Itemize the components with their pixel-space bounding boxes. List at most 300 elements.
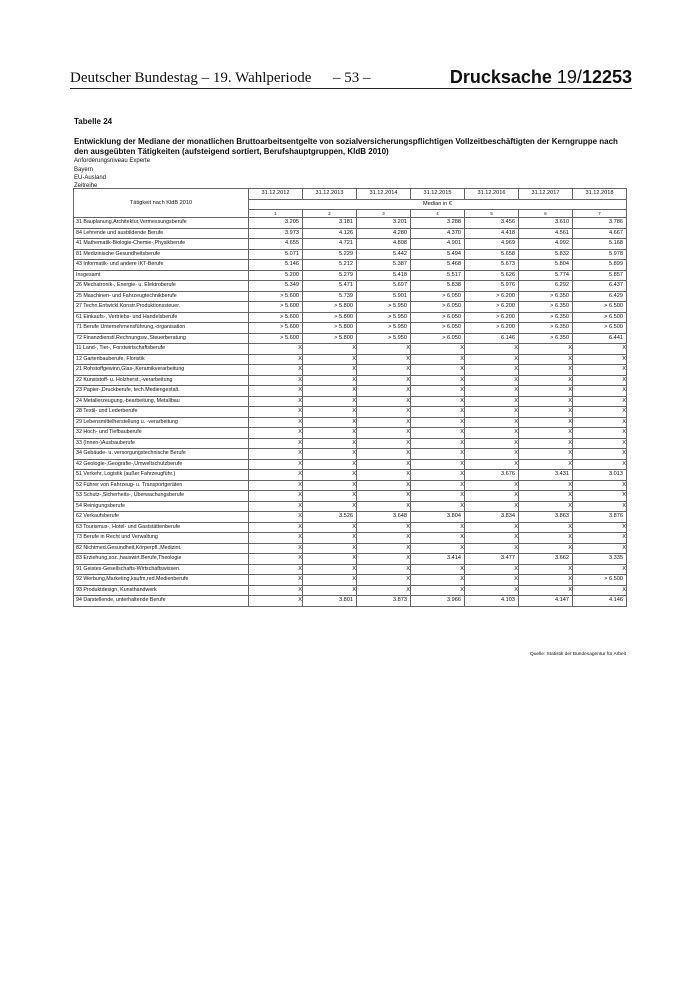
median-value-cell: X: [357, 417, 411, 428]
table-row: [74, 312, 627, 323]
table-row: [74, 344, 627, 355]
median-value-cell: > 6.050: [411, 312, 465, 323]
column-index: 5: [465, 210, 519, 218]
median-value-cell: 4.667: [573, 228, 627, 239]
median-value-cell: X: [357, 365, 411, 376]
median-value-cell: X: [465, 396, 519, 407]
median-value-cell: X: [303, 522, 357, 533]
median-value-cell: 3.456: [465, 218, 519, 229]
table-row: [74, 470, 627, 481]
median-value-cell: X: [519, 344, 573, 355]
median-value-cell: X: [249, 554, 303, 565]
median-value-cell: X: [465, 585, 519, 596]
occupation-label: 54 Reinigungsberufe: [74, 501, 249, 512]
median-value-cell: > 6.350: [519, 302, 573, 313]
meta-series: Zeitreihe: [74, 183, 98, 189]
table-row: [74, 228, 627, 239]
median-value-cell: 5.774: [519, 270, 573, 281]
median-value-cell: X: [249, 564, 303, 575]
source-note: Quelle: Statistik der Bundesagentur für Arbeit: [530, 652, 626, 657]
median-value-cell: X: [303, 575, 357, 586]
median-value-cell: > 5.950: [357, 323, 411, 334]
median-value-cell: X: [465, 522, 519, 533]
table-row: [74, 386, 627, 397]
median-value-cell: X: [519, 438, 573, 449]
median-value-cell: > 6.200: [465, 312, 519, 323]
median-value-cell: 5.229: [303, 249, 357, 260]
median-value-cell: X: [411, 375, 465, 386]
occupation-label: 43 Informatik- und andere IKT-Berufe: [74, 260, 249, 271]
median-value-cell: X: [465, 417, 519, 428]
table-row: [74, 512, 627, 523]
median-value-cell: 4.992: [519, 239, 573, 250]
year-header: 31.12.2013: [303, 189, 357, 200]
table-row: [74, 218, 627, 229]
occupation-label: 71 Berufe Unternehmensführung,-organisation: [74, 323, 249, 334]
occupation-label: 52 Führer von Fahrzeug- u. Transportgeräten: [74, 480, 249, 491]
occupation-label: 11 Land-, Tier-, Forstwirtschaftsberufe: [74, 344, 249, 355]
occupation-label: 93 Produktdesign, Kunsthandwerk: [74, 585, 249, 596]
median-value-cell: X: [357, 585, 411, 596]
median-value-cell: > 6.350: [519, 291, 573, 302]
median-value-cell: X: [357, 354, 411, 365]
median-value-cell: 5.349: [249, 281, 303, 292]
median-value-cell: X: [411, 491, 465, 502]
median-value-cell: X: [357, 375, 411, 386]
header-rule: [70, 88, 632, 89]
median-value-cell: X: [411, 522, 465, 533]
median-value-cell: X: [465, 428, 519, 439]
median-value-cell: X: [411, 459, 465, 470]
median-value-cell: X: [249, 533, 303, 544]
median-value-cell: X: [303, 554, 357, 565]
table-row: [74, 281, 627, 292]
median-value-cell: > 5.950: [357, 312, 411, 323]
table-row: [74, 533, 627, 544]
median-value-cell: 5.838: [411, 281, 465, 292]
median-value-cell: X: [465, 344, 519, 355]
median-value-cell: 5.697: [357, 281, 411, 292]
year-header: 31.12.2014: [357, 189, 411, 200]
table-row: [74, 459, 627, 470]
table-row: [74, 501, 627, 512]
median-value-cell: > 5.600: [249, 333, 303, 344]
occupation-label: 22 Kunststoff- u. Holzherst.,-verarbeitung: [74, 375, 249, 386]
table-row: [74, 407, 627, 418]
median-value-cell: > 5.600: [249, 291, 303, 302]
median-value-cell: X: [357, 564, 411, 575]
median-value-cell: X: [357, 438, 411, 449]
occupation-label: 92 Werbung,Marketing,kaufm,red.Medienberufe: [74, 575, 249, 586]
occupation-label: 84 Lehrende und ausbildende Berufe: [74, 228, 249, 239]
publication-title: Deutscher Bundestag – 19. Wahlperiode: [70, 70, 312, 86]
table-row: [74, 302, 627, 313]
table-row: [74, 575, 627, 586]
median-value-cell: X: [411, 575, 465, 586]
table-row: [74, 249, 627, 260]
median-value-cell: 5.200: [249, 270, 303, 281]
median-value-cell: 3.648: [357, 512, 411, 523]
median-value-cell: X: [249, 417, 303, 428]
wage-median-table: [73, 188, 627, 607]
table-row: [74, 480, 627, 491]
document-id: 12253: [581, 67, 632, 87]
median-value-cell: X: [357, 449, 411, 460]
median-value-cell: X: [411, 365, 465, 376]
median-value-cell: > 5.800: [303, 312, 357, 323]
median-value-cell: X: [519, 354, 573, 365]
median-value-cell: X: [303, 417, 357, 428]
median-value-cell: X: [519, 480, 573, 491]
occupation-label: 24 Metallerzeugung,-bearbeitung, Metallbau: [74, 396, 249, 407]
median-value-cell: 3.205: [249, 218, 303, 229]
occupation-label: 29 Lebensmittelherstellung u. -verarbeitung: [74, 417, 249, 428]
median-value-cell: 6.429: [573, 291, 627, 302]
median-value-cell: X: [357, 480, 411, 491]
median-value-cell: X: [303, 533, 357, 544]
median-value-cell: X: [465, 564, 519, 575]
table-row: [74, 365, 627, 376]
median-value-cell: X: [249, 575, 303, 586]
median-value-cell: 3.834: [465, 512, 519, 523]
median-value-cell: 4.655: [249, 239, 303, 250]
median-value-cell: X: [303, 480, 357, 491]
median-value-cell: X: [411, 438, 465, 449]
occupation-label: 26 Mechatronik-, Energie- u. Elektroberufe: [74, 281, 249, 292]
median-value-cell: X: [357, 522, 411, 533]
median-value-cell: > 6.500: [573, 302, 627, 313]
occupation-label: 82 Nichtmed.Gesundheit,Körperpfl.,Medizint.: [74, 543, 249, 554]
median-value-cell: X: [519, 459, 573, 470]
page-number: – 53 –: [333, 70, 371, 86]
meta-origin: EU-Ausland: [74, 175, 107, 181]
median-value-cell: 4.146: [573, 596, 627, 607]
median-value-cell: 4.418: [465, 228, 519, 239]
median-value-cell: 3.876: [573, 512, 627, 523]
occupation-label: 62 Verkaufsberufe: [74, 512, 249, 523]
median-value-cell: X: [573, 522, 627, 533]
median-value-cell: X: [573, 501, 627, 512]
median-value-cell: X: [411, 428, 465, 439]
median-value-cell: X: [303, 438, 357, 449]
occupation-label: 53 Schutz-,Sicherheits-, Überwachungsberufe: [74, 491, 249, 502]
occupation-label: 12 Gartenbauberufe, Floristik: [74, 354, 249, 365]
median-value-cell: X: [357, 575, 411, 586]
median-value-cell: > 5.950: [357, 333, 411, 344]
occupation-label: 23 Papier-,Druckberufe, tech.Mediengestalt.: [74, 386, 249, 397]
median-value-cell: 4.969: [465, 239, 519, 250]
median-value-cell: > 6.500: [573, 575, 627, 586]
table-row: [74, 543, 627, 554]
median-value-cell: X: [411, 585, 465, 596]
median-value-cell: > 5.800: [303, 302, 357, 313]
table-row: [74, 417, 627, 428]
occupation-label: 42 Geologie-,Geografie-,Umweltschutzberufe: [74, 459, 249, 470]
median-value-cell: 6.292: [519, 281, 573, 292]
median-value-cell: X: [411, 396, 465, 407]
occupation-label: 91 Geistes-Gesellschafts-Wirtschaftswissen.: [74, 564, 249, 575]
median-value-cell: X: [573, 365, 627, 376]
median-value-cell: X: [303, 491, 357, 502]
document-number: [450, 67, 632, 88]
median-value-cell: > 6.350: [519, 333, 573, 344]
median-value-cell: X: [303, 564, 357, 575]
median-value-cell: 3.526: [303, 512, 357, 523]
occupation-label: 33 (Innen-)Ausbauberufe: [74, 438, 249, 449]
median-value-cell: X: [573, 491, 627, 502]
median-value-cell: X: [249, 512, 303, 523]
median-value-cell: X: [249, 491, 303, 502]
median-value-cell: 3.804: [411, 512, 465, 523]
median-value-cell: > 5.600: [249, 323, 303, 334]
median-value-cell: X: [303, 344, 357, 355]
year-header-row: [74, 189, 627, 200]
table-row: [74, 375, 627, 386]
median-value-cell: X: [465, 386, 519, 397]
median-value-cell: 4.901: [411, 239, 465, 250]
median-value-cell: 4.561: [519, 228, 573, 239]
median-value-cell: X: [573, 564, 627, 575]
median-value-cell: X: [249, 344, 303, 355]
median-value-cell: X: [303, 585, 357, 596]
median-value-cell: X: [465, 459, 519, 470]
table-title: Entwicklung der Mediane der monatlichen Bruttoarbeitsentgelte von sozialversicherungspflichtigen Vollzeitbeschäftigten der Kerngruppe nach den ausgeübten Tätigkeiten (aufsteigend sortiert, Berufshauptgruppen, KldB 2010): [74, 137, 618, 156]
occupation-label: 63 Tourismus-, Hotel- und Gaststättenberufe: [74, 522, 249, 533]
median-value-cell: 5.804: [519, 260, 573, 271]
median-value-cell: 3.431: [519, 470, 573, 481]
median-value-cell: X: [573, 449, 627, 460]
median-value-cell: X: [519, 396, 573, 407]
median-value-cell: X: [357, 428, 411, 439]
median-value-cell: X: [465, 375, 519, 386]
table-row: [74, 449, 627, 460]
column-index: 3: [357, 210, 411, 218]
table-row: [74, 564, 627, 575]
median-value-cell: X: [411, 354, 465, 365]
table-row: [74, 354, 627, 365]
median-value-cell: 4.103: [465, 596, 519, 607]
median-value-cell: X: [249, 470, 303, 481]
median-value-cell: X: [465, 354, 519, 365]
median-value-cell: X: [411, 344, 465, 355]
median-value-cell: X: [519, 407, 573, 418]
median-value-cell: X: [519, 543, 573, 554]
median-value-cell: X: [303, 375, 357, 386]
table-body: [74, 218, 627, 607]
median-value-cell: > 6.350: [519, 323, 573, 334]
median-value-cell: 3.477: [465, 554, 519, 565]
median-value-cell: > 6.200: [465, 291, 519, 302]
table-row: [74, 396, 627, 407]
occupation-label: 81 Medizinische Gesundheitsberufe: [74, 249, 249, 260]
column-index: 2: [303, 210, 357, 218]
table-row: [74, 323, 627, 334]
median-value-cell: X: [465, 480, 519, 491]
median-value-cell: X: [465, 501, 519, 512]
median-value-cell: 3.662: [519, 554, 573, 565]
median-value-cell: > 6.050: [411, 333, 465, 344]
median-value-cell: 3.873: [357, 596, 411, 607]
median-value-cell: X: [249, 480, 303, 491]
median-value-cell: > 5.950: [357, 302, 411, 313]
median-value-cell: 5.146: [249, 260, 303, 271]
table-row: [74, 596, 627, 607]
median-value-cell: X: [573, 438, 627, 449]
median-value-cell: X: [303, 354, 357, 365]
occupation-header: Tätigkeit nach KldB 2010: [74, 189, 249, 218]
median-value-cell: 5.517: [411, 270, 465, 281]
median-value-cell: X: [249, 501, 303, 512]
occupation-label: 61 Einkaufs-, Vertriebs- und Handelsberufe: [74, 312, 249, 323]
median-value-cell: X: [411, 417, 465, 428]
median-value-cell: X: [249, 375, 303, 386]
median-value-cell: X: [411, 449, 465, 460]
median-value-cell: X: [249, 396, 303, 407]
median-value-cell: X: [303, 501, 357, 512]
occupation-label: 32 Hoch- und Tiefbauberufe: [74, 428, 249, 439]
table-row: [74, 260, 627, 271]
year-header: 31.12.2018: [573, 189, 627, 200]
meta-level: Anforderungsniveau Experte: [74, 158, 151, 164]
occupation-label: 34 Gebäude- u. versorgungstechnische Berufe: [74, 449, 249, 460]
median-value-cell: X: [249, 365, 303, 376]
median-value-cell: X: [411, 564, 465, 575]
median-value-cell: X: [519, 365, 573, 376]
median-value-cell: X: [573, 407, 627, 418]
occupation-label: 25 Maschinen- und Fahrzeugtechnikberufe: [74, 291, 249, 302]
median-value-cell: X: [573, 396, 627, 407]
median-value-cell: 5.976: [465, 281, 519, 292]
median-value-cell: X: [357, 554, 411, 565]
median-value-cell: 4.370: [411, 228, 465, 239]
median-value-cell: X: [573, 459, 627, 470]
median-value-cell: 5.978: [573, 249, 627, 260]
median-value-cell: X: [465, 491, 519, 502]
median-value-cell: 5.832: [519, 249, 573, 260]
median-value-cell: 4.126: [303, 228, 357, 239]
median-value-cell: X: [303, 407, 357, 418]
table-label: Tabelle 24: [74, 117, 113, 126]
table-row: [74, 491, 627, 502]
table-row: [74, 585, 627, 596]
median-value-cell: X: [357, 344, 411, 355]
median-value-cell: X: [519, 501, 573, 512]
median-value-cell: 3.414: [411, 554, 465, 565]
median-value-cell: X: [465, 575, 519, 586]
table-row: [74, 239, 627, 250]
year-header: 31.12.2016: [465, 189, 519, 200]
occupation-label: 51 Verkehr, Logistik (außer Fahrzeugführ.): [74, 470, 249, 481]
unit-header: Median in €: [249, 199, 627, 210]
median-value-cell: X: [465, 533, 519, 544]
median-value-cell: > 6.500: [573, 323, 627, 334]
median-value-cell: 5.387: [357, 260, 411, 271]
median-value-cell: > 5.800: [303, 333, 357, 344]
median-value-cell: X: [465, 365, 519, 376]
median-value-cell: 5.494: [411, 249, 465, 260]
median-value-cell: 3.863: [519, 512, 573, 523]
median-value-cell: 4.147: [519, 596, 573, 607]
median-value-cell: > 6.050: [411, 323, 465, 334]
median-value-cell: X: [519, 522, 573, 533]
occupation-label: 21 Rohstoffgewinn,Glas-,Keramikverarbeitung: [74, 365, 249, 376]
median-value-cell: X: [411, 533, 465, 544]
median-value-cell: 3.181: [303, 218, 357, 229]
table-row: [74, 333, 627, 344]
median-value-cell: 3.288: [411, 218, 465, 229]
median-value-cell: 5.857: [573, 270, 627, 281]
median-value-cell: X: [573, 585, 627, 596]
median-value-cell: 3.013: [573, 470, 627, 481]
median-value-cell: X: [303, 365, 357, 376]
median-value-cell: X: [357, 501, 411, 512]
median-value-cell: X: [303, 543, 357, 554]
median-value-cell: 3.610: [519, 218, 573, 229]
median-value-cell: 5.673: [465, 260, 519, 271]
median-value-cell: 3.786: [573, 218, 627, 229]
median-value-cell: X: [303, 428, 357, 439]
median-value-cell: 6.146: [465, 333, 519, 344]
median-value-cell: 6.441: [573, 333, 627, 344]
median-value-cell: 4.721: [303, 239, 357, 250]
median-value-cell: X: [573, 543, 627, 554]
median-value-cell: 5.658: [465, 249, 519, 260]
median-value-cell: X: [249, 428, 303, 439]
median-value-cell: X: [465, 449, 519, 460]
occupation-label: 41 Mathematik-Biologie-Chemie-,Physikberufe: [74, 239, 249, 250]
median-value-cell: X: [573, 386, 627, 397]
median-value-cell: > 6.200: [465, 302, 519, 313]
median-value-cell: X: [303, 449, 357, 460]
median-value-cell: X: [357, 470, 411, 481]
median-value-cell: 5.279: [303, 270, 357, 281]
column-index: 6: [519, 210, 573, 218]
median-value-cell: > 6.050: [411, 291, 465, 302]
median-value-cell: X: [519, 449, 573, 460]
median-value-cell: X: [411, 480, 465, 491]
median-value-cell: X: [519, 533, 573, 544]
median-value-cell: 5.471: [303, 281, 357, 292]
median-value-cell: > 6.050: [411, 302, 465, 313]
median-value-cell: > 6.200: [465, 323, 519, 334]
meta-region: Bayern: [74, 167, 94, 173]
median-value-cell: 5.901: [357, 291, 411, 302]
median-value-cell: X: [357, 533, 411, 544]
median-value-cell: 3.973: [249, 228, 303, 239]
median-value-cell: X: [357, 396, 411, 407]
year-header: 31.12.2012: [249, 189, 303, 200]
median-value-cell: > 5.600: [249, 302, 303, 313]
median-value-cell: X: [465, 407, 519, 418]
median-value-cell: X: [519, 428, 573, 439]
median-value-cell: X: [249, 407, 303, 418]
median-value-cell: X: [573, 428, 627, 439]
median-value-cell: X: [249, 354, 303, 365]
median-value-cell: 3.201: [357, 218, 411, 229]
column-index: 1: [249, 210, 303, 218]
median-value-cell: 5.442: [357, 249, 411, 260]
median-value-cell: X: [465, 438, 519, 449]
median-value-cell: X: [519, 575, 573, 586]
median-value-cell: X: [249, 386, 303, 397]
occupation-label: 72 Finanzdienstl.Rechnungsw.,Steuerberatung: [74, 333, 249, 344]
occupation-label: 94 Darstellende, unterhaltende Berufe: [74, 596, 249, 607]
median-value-cell: X: [519, 491, 573, 502]
median-value-cell: X: [411, 470, 465, 481]
occupation-label: 28 Textil- und Lederberufe: [74, 407, 249, 418]
table-row: [74, 270, 627, 281]
median-value-cell: 3.335: [573, 554, 627, 565]
